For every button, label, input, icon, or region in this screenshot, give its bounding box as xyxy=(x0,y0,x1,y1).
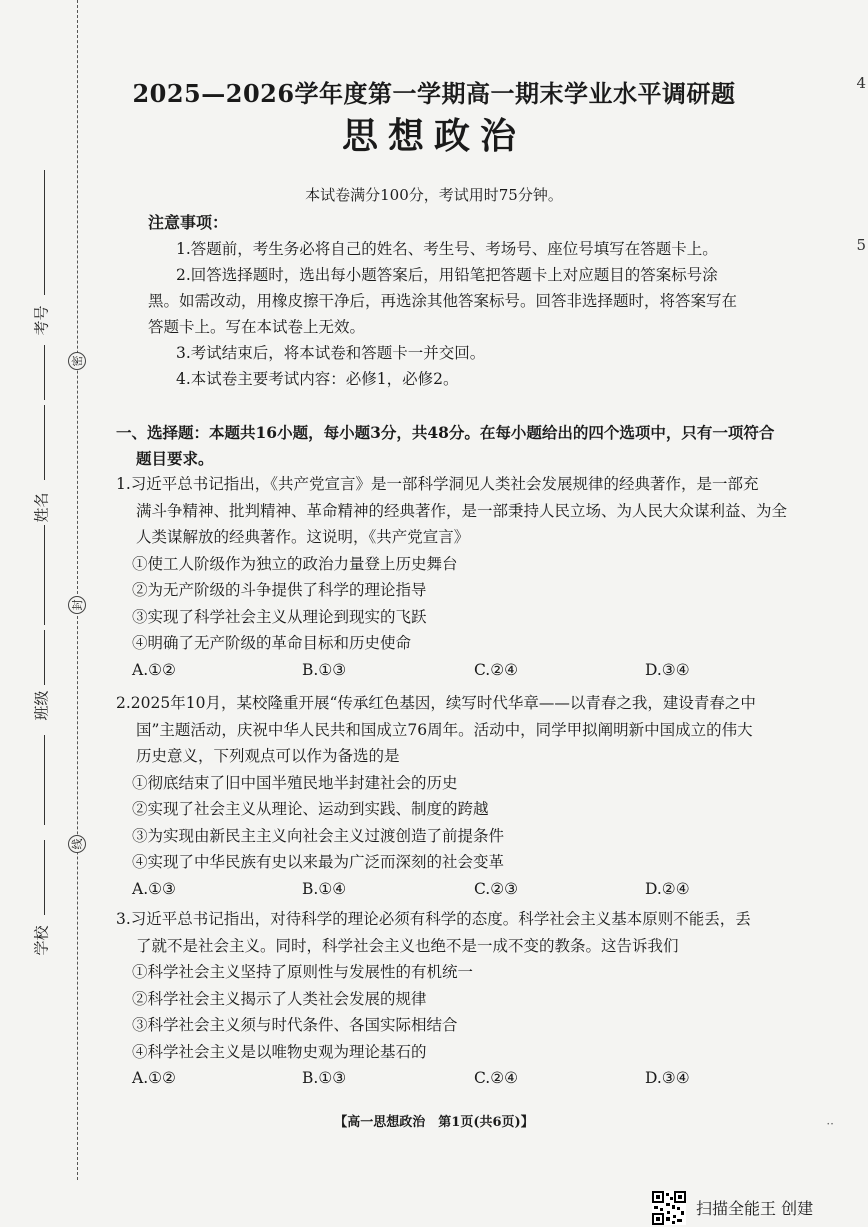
blank-name-upper xyxy=(44,405,45,480)
statement: ①彻底结束了旧中国半殖民地半封建社会的历史 xyxy=(132,773,458,792)
edge-number: 4 xyxy=(856,74,866,92)
question-2 xyxy=(116,690,821,903)
blank-class xyxy=(44,735,45,825)
label-class: 班级 xyxy=(32,690,51,721)
page-footer: 【高一思想政治 第1页(共6页)】 xyxy=(334,1115,534,1130)
statement: ②科学社会主义揭示了人类社会发展的规律 xyxy=(132,989,427,1008)
statement: ①科学社会主义坚持了原则性与发展性的有机统一 xyxy=(132,963,474,981)
option-a: A.①③ xyxy=(132,879,176,898)
statement: ③实现了科学社会主义从理论到现实的飞跃 xyxy=(132,607,427,626)
option-d: D.②④ xyxy=(645,879,690,898)
option-d: D.③④ xyxy=(645,660,690,679)
notice-item: 4.本试卷主要考试内容：必修1，必修2。 xyxy=(176,370,459,388)
question-stem: 国”主题活动，庆祝中华人民共和国成立76周年。活动中，同学甲拟阐明新中国成立的伟大 xyxy=(136,720,753,739)
notice-item-cont: 答题卡上。写在本试卷上无效。 xyxy=(148,318,366,336)
section-heading-line: 题目要求。 xyxy=(136,449,214,468)
option-b: B.①③ xyxy=(302,660,347,679)
question-stem: 人类谋解放的经典著作。这说明，《共产党宣言》 xyxy=(136,528,470,546)
statement: ④明确了无产阶级的革命目标和历史使命 xyxy=(132,634,412,652)
blank-name xyxy=(44,525,45,625)
statement: ①使工人阶级作为独立的政治力量登上历史舞台 xyxy=(132,554,458,573)
label-exam-number: 考号 xyxy=(32,305,51,336)
blank-school xyxy=(44,840,45,915)
scanner-app-label: 扫描全能王 创建 xyxy=(696,1199,814,1218)
statement: ②实现了社会主义从理论、运动到实践、制度的跨越 xyxy=(132,800,489,818)
section-heading xyxy=(116,420,816,472)
question-stem: 1.习近平总书记指出，《共产党宣言》是一部科学洞见人类社会发展规律的经典著作，是一部充 xyxy=(116,475,759,493)
notice-item: 1.答题前，考生务必将自己的姓名、考生号、考场号、座位号填写在答题卡上。 xyxy=(176,240,718,258)
answer-options xyxy=(116,1065,821,1092)
question-stem: 满斗争精神、批判精神、革命精神的经典著作，是一部秉持人民立场、为人民大众谋利益、为全 xyxy=(136,501,788,520)
seal-char-feng: 封 xyxy=(68,596,86,614)
option-a: A.①② xyxy=(132,1069,176,1087)
seal-dashed-line xyxy=(77,0,78,1180)
option-c: C.②③ xyxy=(474,879,519,898)
exam-note: 本试卷满分100分，考试用时75分钟。 xyxy=(305,186,563,204)
question-1 xyxy=(116,471,821,684)
question-3 xyxy=(116,906,821,1092)
seal-char-xian: 线 xyxy=(68,835,86,853)
notice-item: 2.回答选择题时，选出每小题答案后，用铅笔把答题卡上对应题目的答案标号涂 xyxy=(176,266,718,284)
label-school: 学校 xyxy=(32,925,51,956)
option-c: C.②④ xyxy=(474,660,519,679)
notice-item: 3.考试结束后，将本试卷和答题卡一并交回。 xyxy=(176,344,486,362)
subject-title: 思想政治 xyxy=(341,115,526,157)
option-c: C.②④ xyxy=(474,1069,519,1087)
statement: ③为实现由新民主主义向社会主义过渡创造了前提条件 xyxy=(132,826,505,845)
qr-code-icon xyxy=(652,1191,686,1225)
question-stem: 3.习近平总书记指出，对待科学的理论必须有科学的态度。科学社会主义基本原则不能丢，丢 xyxy=(116,910,751,928)
section-heading-line: 一、选择题：本题共16小题，每小题3分，共48分。在每小题给出的四个选项中，只有一项符合 xyxy=(116,423,775,442)
seal-char-mi: 密 xyxy=(68,352,86,370)
statement: ④实现了中华民族有史以来最为广泛而深刻的社会变革 xyxy=(132,853,505,871)
answer-options xyxy=(116,876,821,903)
answer-options xyxy=(116,657,821,684)
question-stem: 历史意义，下列观点可以作为备选的是 xyxy=(136,747,400,765)
option-a: A.①② xyxy=(132,660,176,679)
footer-mark: ·· xyxy=(826,1117,834,1131)
exam-title: 2025—2026学年度第一学期高一期末学业水平调研题 xyxy=(132,79,736,108)
question-stem: 了就不是社会主义。同时，科学社会主义也绝不是一成不变的教条。这告诉我们 xyxy=(136,936,679,955)
blank-exam-number-lower xyxy=(44,345,45,400)
statement: ②为无产阶级的斗争提供了科学的理论指导 xyxy=(132,581,427,599)
statement: ③科学社会主义须与时代条件、各国实际相结合 xyxy=(132,1016,458,1034)
notice-item-cont: 黑。如需改动，用橡皮擦干净后，再选涂其他答案标号。回答非选择题时，将答案写在 xyxy=(148,292,738,310)
option-b: B.①③ xyxy=(302,1069,347,1087)
question-stem: 2.2025年10月，某校隆重开展“传承红色基因，续写时代华章——以青春之我，建设青春之中 xyxy=(116,694,756,712)
statement: ④科学社会主义是以唯物史观为理论基石的 xyxy=(132,1042,427,1061)
option-d: D.③④ xyxy=(645,1069,690,1087)
label-name: 姓名 xyxy=(32,492,51,523)
notice-list xyxy=(148,236,788,392)
blank-class-upper xyxy=(44,630,45,685)
option-b: B.①④ xyxy=(302,879,347,898)
notice-heading: 注意事项： xyxy=(148,213,229,232)
edge-number: 5 xyxy=(856,236,866,254)
